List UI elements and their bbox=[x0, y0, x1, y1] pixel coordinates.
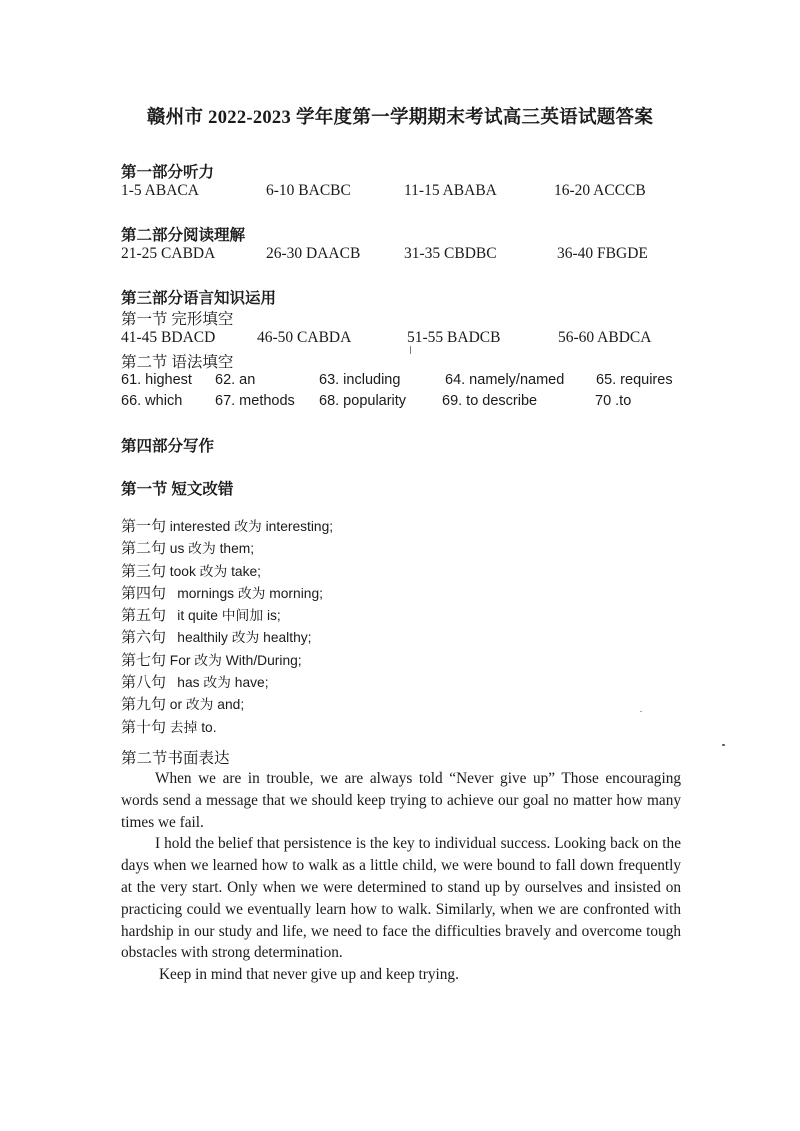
part4-section2-heading: 第二节书面表达 bbox=[121, 750, 230, 767]
list-item: 第三句 took 改为 take; bbox=[121, 563, 262, 580]
answer-group: 31-35 CBDBC bbox=[404, 245, 497, 262]
grammar-answer: 62. an bbox=[215, 372, 256, 388]
list-item: 第七句 For 改为 With/During; bbox=[121, 652, 302, 669]
part3-section2-row2 bbox=[121, 393, 681, 413]
answer-group: 41-45 BDACD bbox=[121, 329, 216, 346]
part4-section1-heading: 第一节 短文改错 bbox=[121, 481, 234, 498]
grammar-answer: 63. including bbox=[319, 372, 401, 388]
essay bbox=[121, 768, 681, 986]
answer-group: 46-50 CABDA bbox=[257, 329, 352, 346]
part3-heading: 第三部分语言知识运用 bbox=[121, 290, 277, 307]
part2-heading: 第二部分阅读理解 bbox=[121, 227, 246, 244]
answer-group: 6-10 BACBC bbox=[266, 182, 351, 199]
answer-group: 1-5 ABACA bbox=[121, 182, 199, 199]
answer-group: 11-15 ABABA bbox=[404, 182, 497, 199]
list-item: 第一句 interested 改为 interesting; bbox=[121, 519, 334, 535]
part2-answers bbox=[121, 245, 681, 265]
list-item: 第九句 or 改为 and; bbox=[121, 697, 245, 714]
list-item: 第五句 it quite 中间加 is; bbox=[121, 608, 281, 625]
part3-section2-heading: 第二节 语法填空 bbox=[121, 354, 234, 371]
answer-group: 26-30 DAACB bbox=[266, 245, 361, 262]
grammar-answer: 64. namely/named bbox=[445, 372, 565, 388]
correction-list bbox=[121, 516, 333, 739]
grammar-answer: 69. to describe bbox=[442, 393, 538, 409]
scan-speck bbox=[722, 744, 725, 746]
answer-group: 16-20 ACCCB bbox=[554, 182, 646, 199]
part3-section2-row1 bbox=[121, 372, 681, 392]
page-title: 赣州市 2022-2023 学年度第一学期期末考试高三英语试题答案 bbox=[146, 108, 654, 128]
grammar-answer: 70 .to bbox=[595, 393, 632, 409]
part3-section1-heading: 第一节 完形填空 bbox=[121, 311, 234, 328]
answer-group: 36-40 FBGDE bbox=[557, 245, 648, 262]
grammar-answer: 66. which bbox=[121, 393, 183, 409]
essay-paragraph: Keep in mind that never give up and keep trying. bbox=[159, 966, 459, 984]
grammar-answer: 67. methods bbox=[215, 393, 295, 409]
scan-speck bbox=[410, 346, 411, 354]
part3-section1-answers bbox=[121, 329, 681, 349]
essay-paragraph: When we are in trouble, we are always told “Never give up” Those encouraging words send a message that we should keep trying to achieve our goal no matter how many times we fail. bbox=[121, 770, 681, 831]
list-item: 第八句 has 改为 have; bbox=[121, 675, 269, 692]
essay-paragraph: I hold the belief that persistence is the key to individual success. Looking back on the days when we learned how to walk as a little child, we were bound to fall down frequently at the very start. Only when we were determined to stand up by ourselves and insisted on practicing could we eventually learn how to walk. Similarly, when we are confronted with hardship in our study and life, we need to face the difficulties bravely and overcome tough obstacles with strong determination. bbox=[121, 835, 681, 962]
list-item: 第六句 healthily 改为 healthy; bbox=[121, 630, 312, 647]
list-item: 第十句 去掉 to. bbox=[121, 719, 217, 736]
answer-group: 56-60 ABDCA bbox=[558, 329, 652, 346]
grammar-answer: 61. highest bbox=[121, 372, 192, 388]
list-item: 第二句 us 改为 them; bbox=[121, 541, 255, 558]
grammar-answer: 65. requires bbox=[596, 372, 673, 388]
scan-speck bbox=[640, 711, 642, 712]
part4-heading: 第四部分写作 bbox=[121, 438, 215, 455]
grammar-answer: 68. popularity bbox=[319, 393, 407, 409]
part1-answers bbox=[121, 182, 681, 202]
answer-group: 51-55 BADCB bbox=[407, 329, 501, 346]
answer-group: 21-25 CABDA bbox=[121, 245, 216, 262]
list-item: 第四句 mornings 改为 morning; bbox=[121, 585, 323, 602]
part1-heading: 第一部分听力 bbox=[121, 164, 215, 181]
